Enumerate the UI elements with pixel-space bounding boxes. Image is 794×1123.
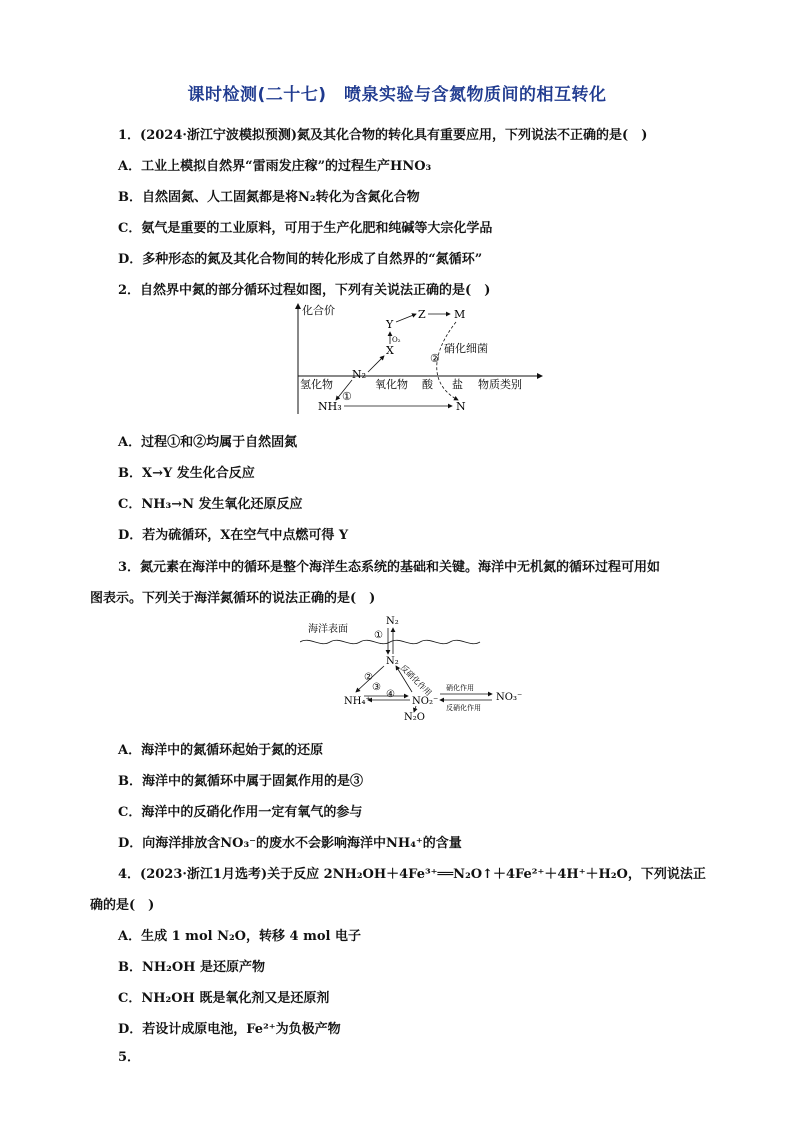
q2-option-d: D．若为硫循环，X在空气中点燃可得 Y — [118, 528, 349, 543]
species-no3: NO₃⁻ — [496, 692, 523, 703]
category-oxide: 氧化物 — [375, 378, 408, 391]
q1-option-d: D．多种形态的氮及其化合物间的转化形成了自然界的“氮循环” — [118, 252, 483, 267]
category-acid: 酸 — [422, 378, 433, 391]
q3-stem-line2: 图表示。下列关于海洋氮循环的说法正确的是( ) — [90, 591, 376, 606]
denitrification-label-diagonal: 反硝化作用 — [398, 663, 434, 698]
y-axis-label: 化合价 — [302, 304, 335, 317]
q4-stem-line2: 确的是( ) — [90, 898, 155, 913]
process-1-label: ① — [342, 390, 352, 403]
process-2-label: ② — [430, 352, 440, 365]
nitrification-label: 硝化作用 — [446, 684, 474, 692]
q3-option-c: C．海洋中的反硝化作用一定有氧气的参与 — [118, 805, 363, 820]
q4-stem-line1: 4．(2023·浙江1月选考)关于反应 2NH₂OH＋4Fe³⁺══N₂O↑＋4Fe²⁺＋4H⁺＋H₂O，下列说法正 — [118, 867, 706, 882]
q1-option-b: B．自然固氮、人工固氮都是将N₂转化为含氮化合物 — [118, 190, 420, 205]
process-4-label: ④ — [386, 689, 395, 700]
species-z: Z — [418, 308, 426, 321]
process-1-label: ① — [374, 630, 383, 641]
o2-label: O₂ — [392, 336, 401, 344]
species-n2: N₂ — [352, 368, 367, 381]
q2-option-b: B．X→Y 发生化合反应 — [118, 466, 255, 481]
process-2-label: ② — [364, 672, 373, 683]
q5-stem: 5． — [118, 1050, 141, 1065]
nitrifying-bacteria-label: 硝化细菌 — [444, 342, 488, 355]
ocean-nitrogen-cycle-diagram — [300, 608, 530, 724]
species-n2-air: N₂ — [386, 616, 399, 627]
page-title: 课时检测(二十七) 喷泉实验与含氮物质间的相互转化 — [187, 85, 607, 105]
q1-option-c: C．氨气是重要的工业原料，可用于生产化肥和纯碱等大宗化学品 — [118, 221, 493, 236]
species-nh4: NH₄⁺ — [344, 696, 371, 707]
species-m: M — [454, 308, 466, 321]
ocean-surface-wave — [300, 640, 480, 643]
q4-option-a: A．生成 1 mol N₂O，转移 4 mol 电子 — [118, 929, 361, 944]
species-nh3: NH₃ — [318, 400, 342, 413]
species-n2o: N₂O — [404, 712, 425, 723]
q2-option-a: A．过程①和②均属于自然固氮 — [118, 435, 298, 450]
x-axis-label: 物质类别 — [478, 378, 522, 391]
denitrification-label-horizontal: 反硝化作用 — [446, 704, 481, 712]
species-n2-sea: N₂ — [386, 656, 399, 667]
nitrogen-cycle-diagram — [280, 300, 550, 418]
arrow-y-to-z — [396, 314, 416, 322]
category-hydride: 氢化物 — [300, 378, 333, 391]
process-3-label: ③ — [372, 682, 381, 693]
q3-stem-line1: 3．氮元素在海洋中的循环是整个海洋生态系统的基础和关键。海洋中无机氮的循环过程可用如 — [118, 560, 661, 575]
q2-option-c: C．NH₃→N 发生氧化还原反应 — [118, 497, 303, 512]
q2-stem: 2．自然界中氮的部分循环过程如图，下列有关说法正确的是( ) — [118, 283, 491, 298]
q1-option-a: A．工业上模拟自然界“雷雨发庄稼”的过程生产HNO₃ — [118, 159, 432, 174]
species-no2: NO₂⁻ — [412, 696, 439, 707]
q3-option-d: D．向海洋排放含NO₃⁻的废水不会影响海洋中NH₄⁺的含量 — [118, 836, 462, 851]
arrow-n2-to-x — [368, 356, 384, 372]
q3-option-b: B．海洋中的氮循环中属于固氮作用的是③ — [118, 774, 363, 789]
q4-option-b: B．NH₂OH 是还原产物 — [118, 960, 265, 975]
q1-stem: 1．(2024·浙江宁波模拟预测)氮及其化合物的转化具有重要应用，下列说法不正确的是( ) — [118, 128, 648, 143]
q3-option-a: A．海洋中的氮循环起始于氮的还原 — [118, 743, 324, 758]
species-x: X — [386, 344, 394, 357]
species-n: N — [456, 400, 466, 413]
category-salt: 盐 — [452, 378, 463, 391]
ocean-surface-label: 海洋表面 — [308, 624, 348, 635]
species-y: Y — [386, 318, 394, 331]
q4-option-c: C．NH₂OH 既是氧化剂又是还原剂 — [118, 991, 330, 1006]
q4-option-d: D．若设计成原电池，Fe²⁺为负极产物 — [118, 1022, 341, 1037]
